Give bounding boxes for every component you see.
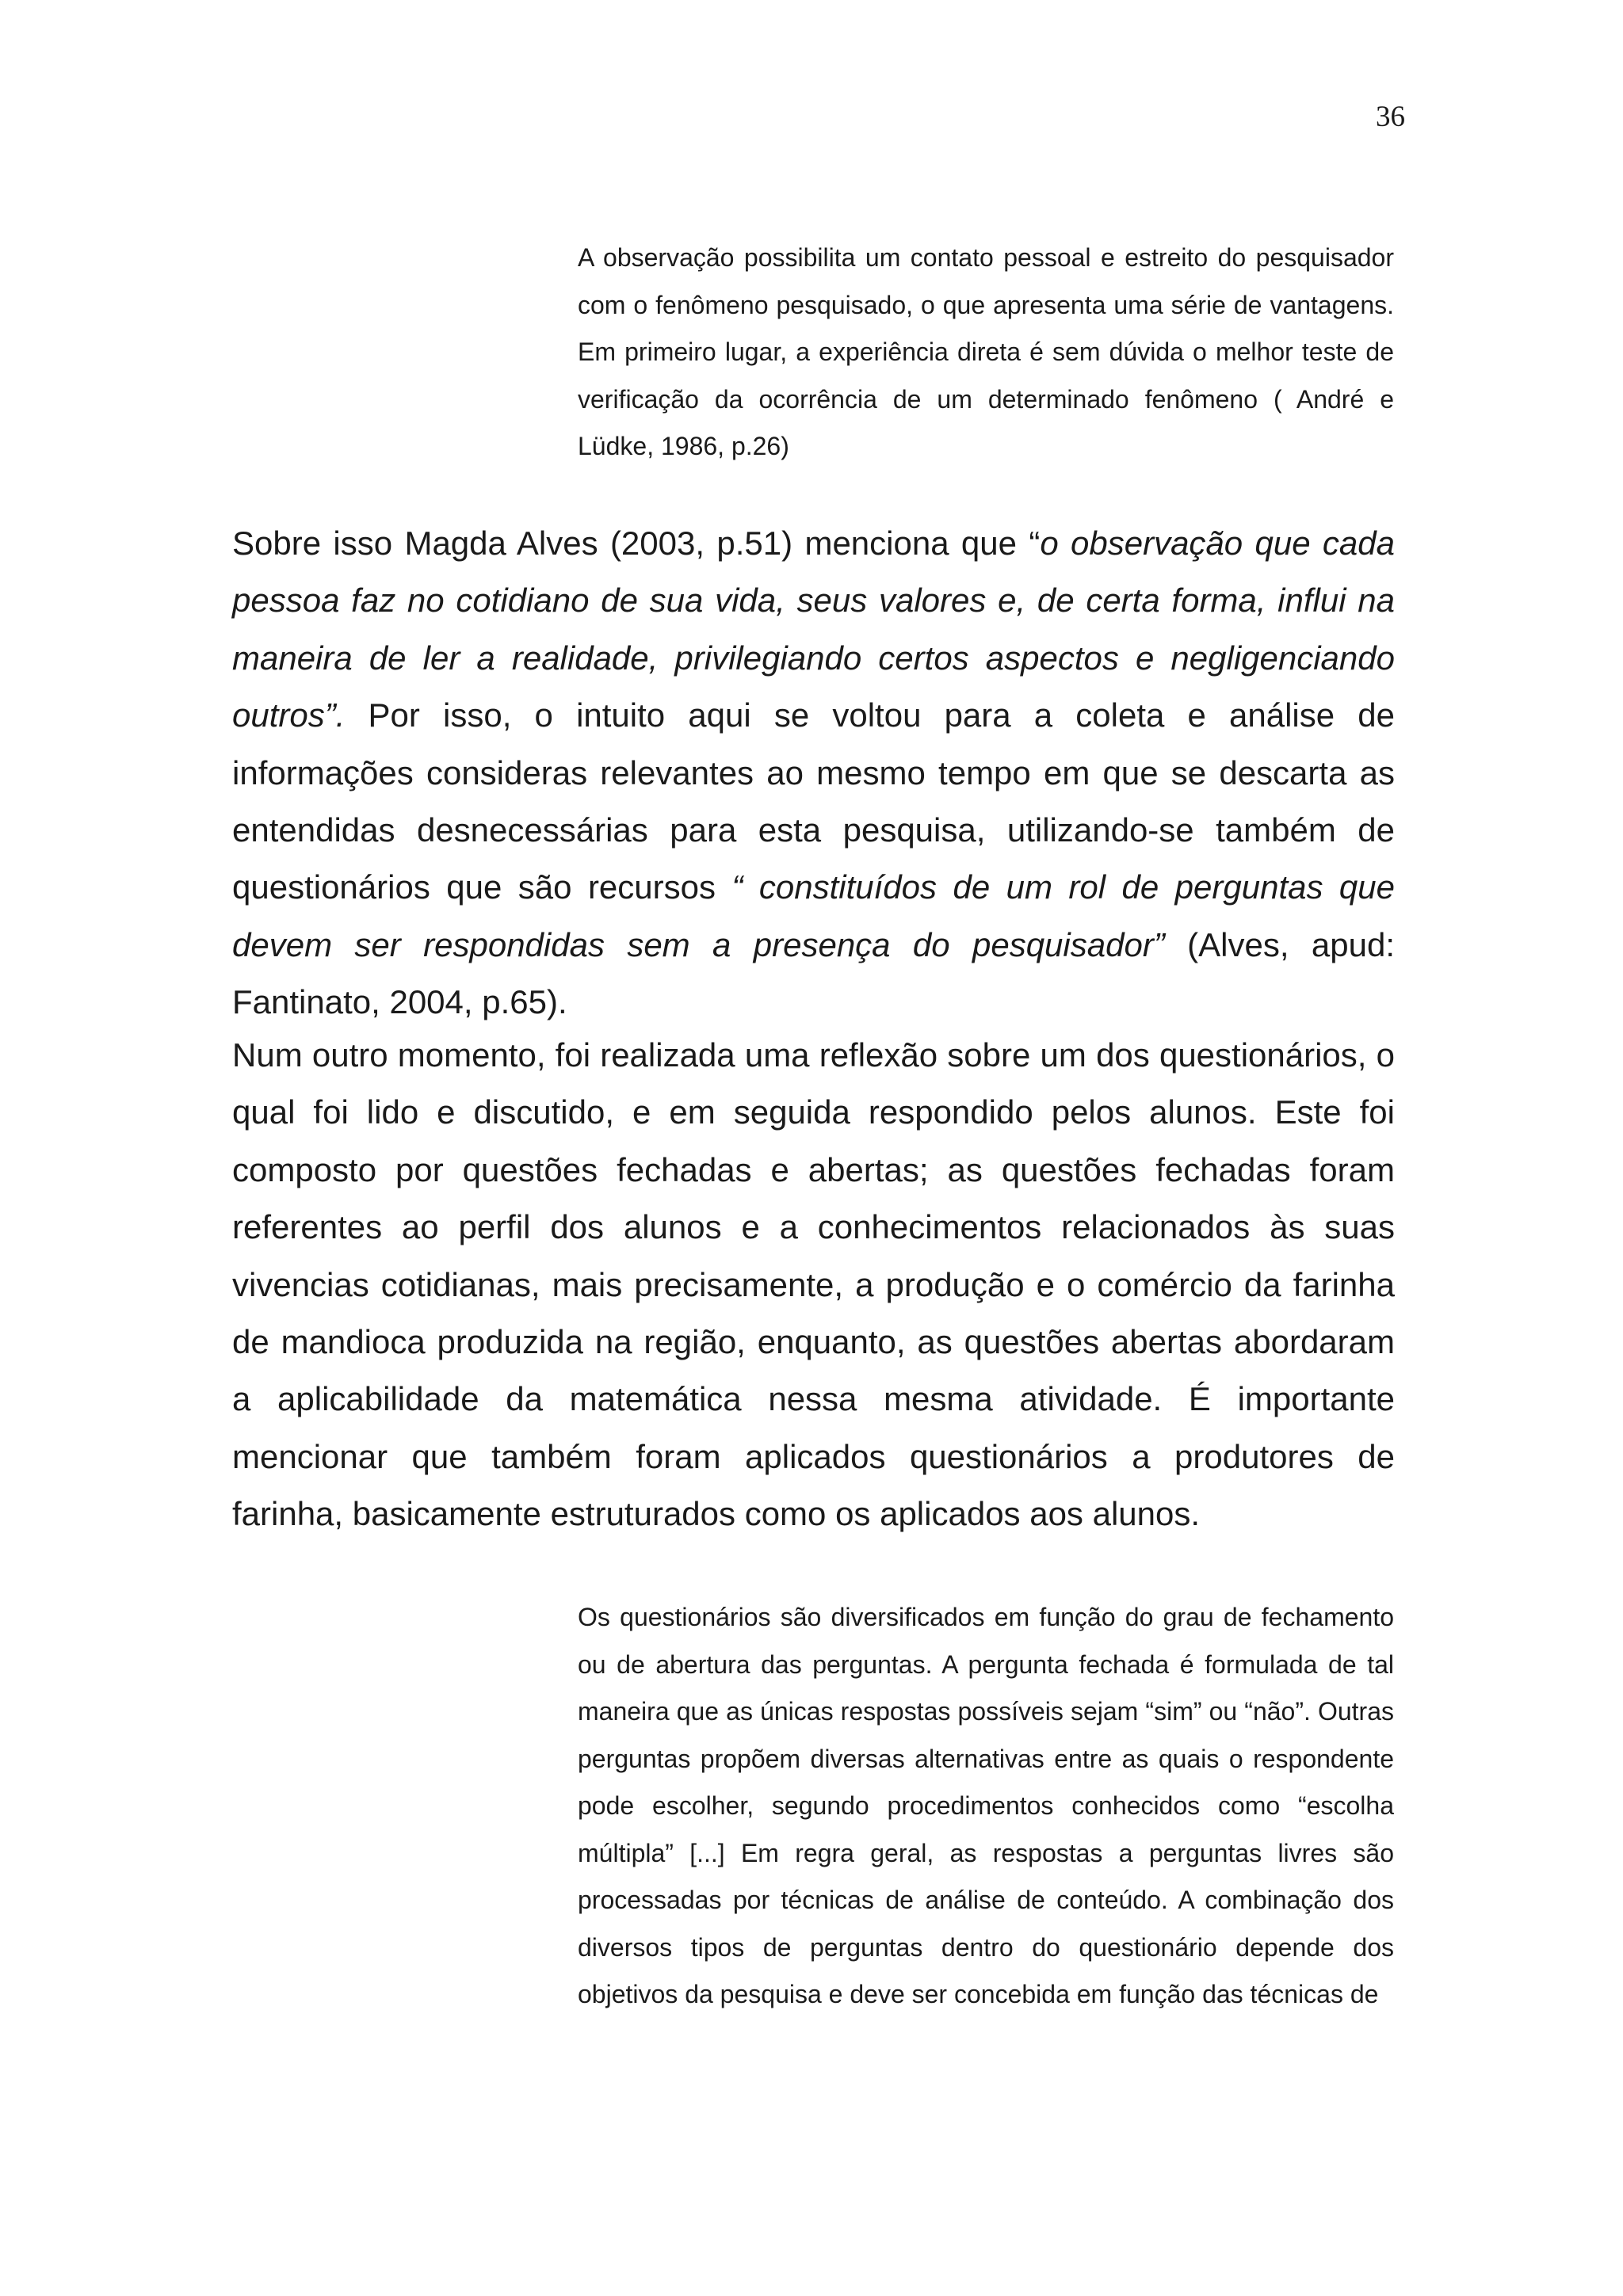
page-number: 36 bbox=[1376, 101, 1405, 133]
block-quote-observacao: A observação possibilita um contato pessoal e estreito do pesquisador com o fenômeno pesquisado, o que apresenta uma série de vantagens. Em primeiro lugar, a experiência direta é sem dúvida o melhor teste de verificação da ocorrência de um determinado fenômeno ( André e Lüdke, 1986, p.26) bbox=[578, 243, 1394, 460]
body-paragraph-magda-alves bbox=[232, 515, 1395, 1032]
block-quote-questionarios: Os questionários são diversificados em função do grau de fechamento ou de abertura das perguntas. A pergunta fechada é formulada de tal maneira que as únicas respostas possíveis sejam “sim” ou “não”. Outras perguntas propõem diversas alternativas entre as quais o respondente pode escolher, segundo procedimentos conhecidos como “escolha múltipla” [...] Em regra geral, as respostas a perguntas livres são processadas por técnicas de análise de conteúdo. A combinação dos diversos tipos de perguntas dentro do questionário depende dos objetivos da pesquisa e deve ser concebida em função das técnicas de bbox=[578, 1603, 1394, 2008]
inline-quote-questionario: “ constituídos de um rol de perguntas que devem ser respondidas sem a presença do pesquisador” bbox=[232, 868, 1396, 963]
inline-quote-observacao: o observação que cada pessoa faz no cotidiano de sua vida, seus valores e, de certa forma, influi na maneira de ler a realidade, privilegiando certos aspectos e negligenciando outros”. bbox=[232, 524, 1395, 734]
paragraph-lead-text: Sobre isso Magda Alves (2003, p.51) menciona que “ bbox=[232, 524, 1041, 562]
paragraph-middle-text: Por isso, o intuito aqui se voltou para a coleta e análise de informações consideras relevantes ao mesmo tempo em que se descarta as entendidas desnecessárias para esta pesquisa, utilizando-se também de questionários que são recursos bbox=[232, 696, 1395, 906]
paragraph-citation: (Alves, apud: Fantinato, 2004, p.65). bbox=[232, 925, 1395, 1021]
body-paragraph-questionarios: Num outro momento, foi realizada uma reflexão sobre um dos questionários, o qual foi lido e discutido, e em seguida respondido pelos alunos. Este foi composto por questões fechadas e abertas; as questões fechadas foram referentes ao perfil dos alunos e a conhecimentos relacionados às suas vivencias cotidianas, mais precisamente, a produção e o comércio da farinha de mandioca produzida na região, enquanto, as questões abertas abordaram a aplicabilidade da matemática nessa mesma atividade. É importante mencionar que também foram aplicados questionários a produtores de farinha, basicamente estruturados como os aplicados aos alunos. bbox=[232, 1036, 1395, 1533]
